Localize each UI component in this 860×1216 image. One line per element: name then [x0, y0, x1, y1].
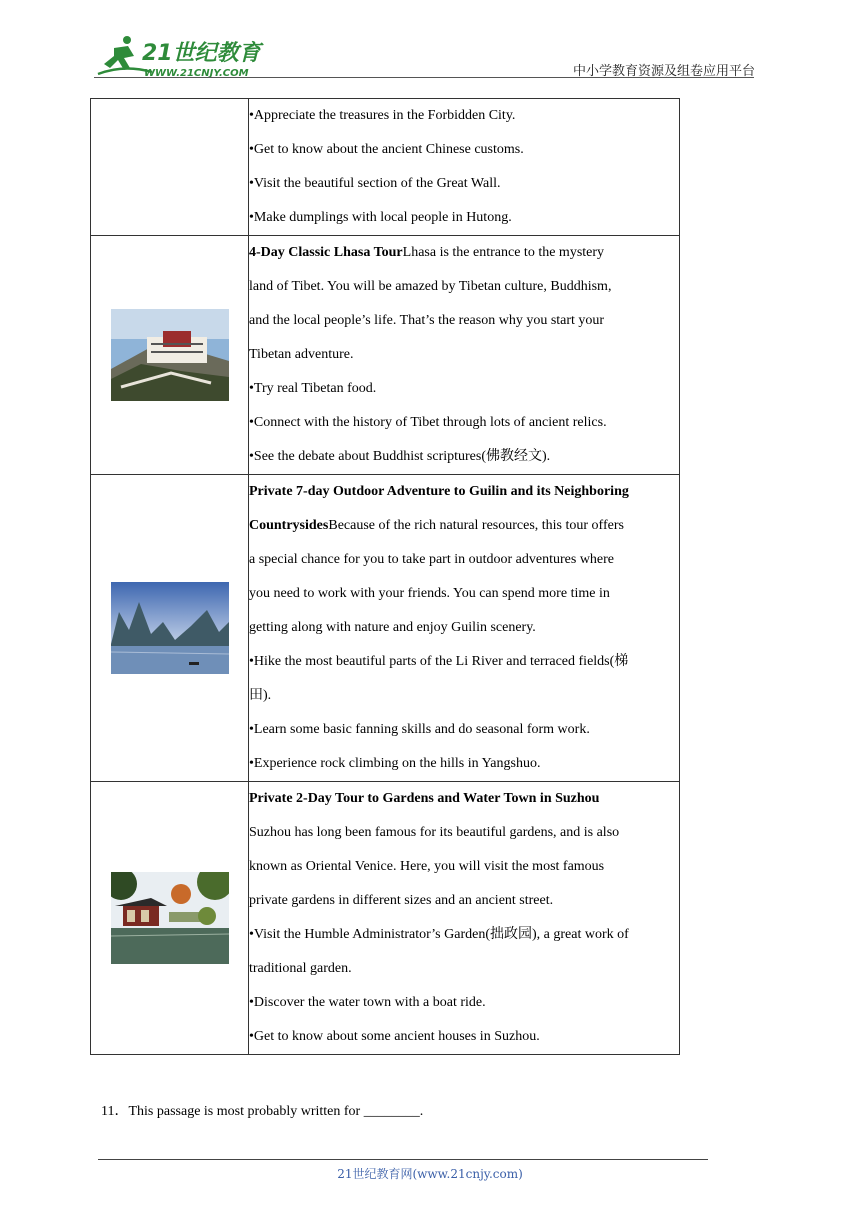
image-cell [91, 99, 249, 236]
text-line: private gardens in different sizes and an ancient street. [249, 893, 554, 908]
text-line: •Get to know about some ancient houses in Suzhou. [249, 1029, 540, 1044]
tour-title: Private 7-day Outdoor Adventure to Guilin and its Neighboring [249, 484, 629, 499]
text-line: known as Oriental Venice. Here, you will visit the most famous [249, 859, 605, 874]
image-cell [91, 782, 249, 1055]
text-line: •Discover the water town with a boat ride. [249, 995, 486, 1010]
text-line: •Visit the beautiful section of the Great Wall. [249, 176, 501, 191]
text-line: •Make dumplings with local people in Hutong. [249, 210, 512, 225]
question-text: 11．This passage is most probably written for ________. [101, 1104, 424, 1119]
text-line: 田). [249, 688, 272, 703]
text-line [249, 509, 679, 543]
text-line: •Try real Tibetan food. [249, 381, 377, 396]
text-line: •Experience rock climbing on the hills in Yangshuo. [249, 756, 541, 771]
text-line: Suzhou has long been famous for its beautiful gardens, and is also [249, 825, 620, 840]
description-cell [249, 236, 680, 475]
tour-intro: Lhasa is the entrance to the mystery [402, 245, 605, 260]
footer-link[interactable]: 21世纪教育网(www.21cnjy.com) [337, 1167, 523, 1181]
text-line: •Hike the most beautiful parts of the Li River and terraced fields(梯 [249, 654, 629, 669]
tour-intro: Because of the rich natural resources, this tour offers [328, 518, 624, 533]
header-divider [94, 77, 754, 78]
tour-title-continued: Countrysides [249, 518, 329, 533]
text-line: •Get to know about the ancient Chinese customs. [249, 142, 524, 157]
tour-title: Private 2-Day Tour to Gardens and Water Town in Suzhou [249, 791, 600, 806]
text-line: a special chance for you to take part in outdoor adventures where [249, 552, 615, 567]
site-logo [94, 34, 264, 80]
suzhou-garden-photo [111, 872, 229, 964]
text-line: •Connect with the history of Tibet through lots of ancient relics. [249, 415, 607, 430]
text-line: getting along with nature and enjoy Guilin scenery. [249, 620, 536, 635]
text-line: you need to work with your friends. You can spend more time in [249, 586, 610, 601]
tour-title: 4-Day Classic Lhasa Tour [249, 245, 403, 260]
text-line: traditional garden. [249, 961, 352, 976]
table-row [91, 99, 680, 236]
text-line: •Learn some basic fanning skills and do seasonal form work. [249, 722, 590, 737]
image-cell [91, 236, 249, 475]
table-row [91, 782, 680, 1055]
text-line: •Appreciate the treasures in the Forbidden City. [249, 108, 516, 123]
description-cell [249, 782, 680, 1055]
image-cell [91, 475, 249, 782]
table-row [91, 236, 680, 475]
logo-url: WWW.21CNJY.COM [144, 68, 249, 79]
text-line [249, 236, 679, 270]
text-line: land of Tibet. You will be amazed by Tibetan culture, Buddhism, [249, 279, 612, 294]
description-cell [249, 475, 680, 782]
potala-palace-photo [111, 309, 229, 401]
platform-name: 中小学教育资源及组卷应用平台 [572, 64, 755, 79]
text-line: •See the debate about Buddhist scriptures(佛教经文). [249, 449, 551, 464]
guilin-river-photo [111, 582, 229, 674]
logo-text: 21世纪教育 [142, 41, 261, 66]
description-cell [249, 99, 680, 236]
tour-table [90, 98, 680, 1055]
text-line: •Visit the Humble Administrator’s Garden(拙政园), a great work of [249, 927, 629, 942]
text-line: and the local people’s life. That’s the reason why you start your [249, 313, 605, 328]
footer-divider [98, 1159, 708, 1160]
text-line: Tibetan adventure. [249, 347, 354, 362]
table-row [91, 475, 680, 782]
